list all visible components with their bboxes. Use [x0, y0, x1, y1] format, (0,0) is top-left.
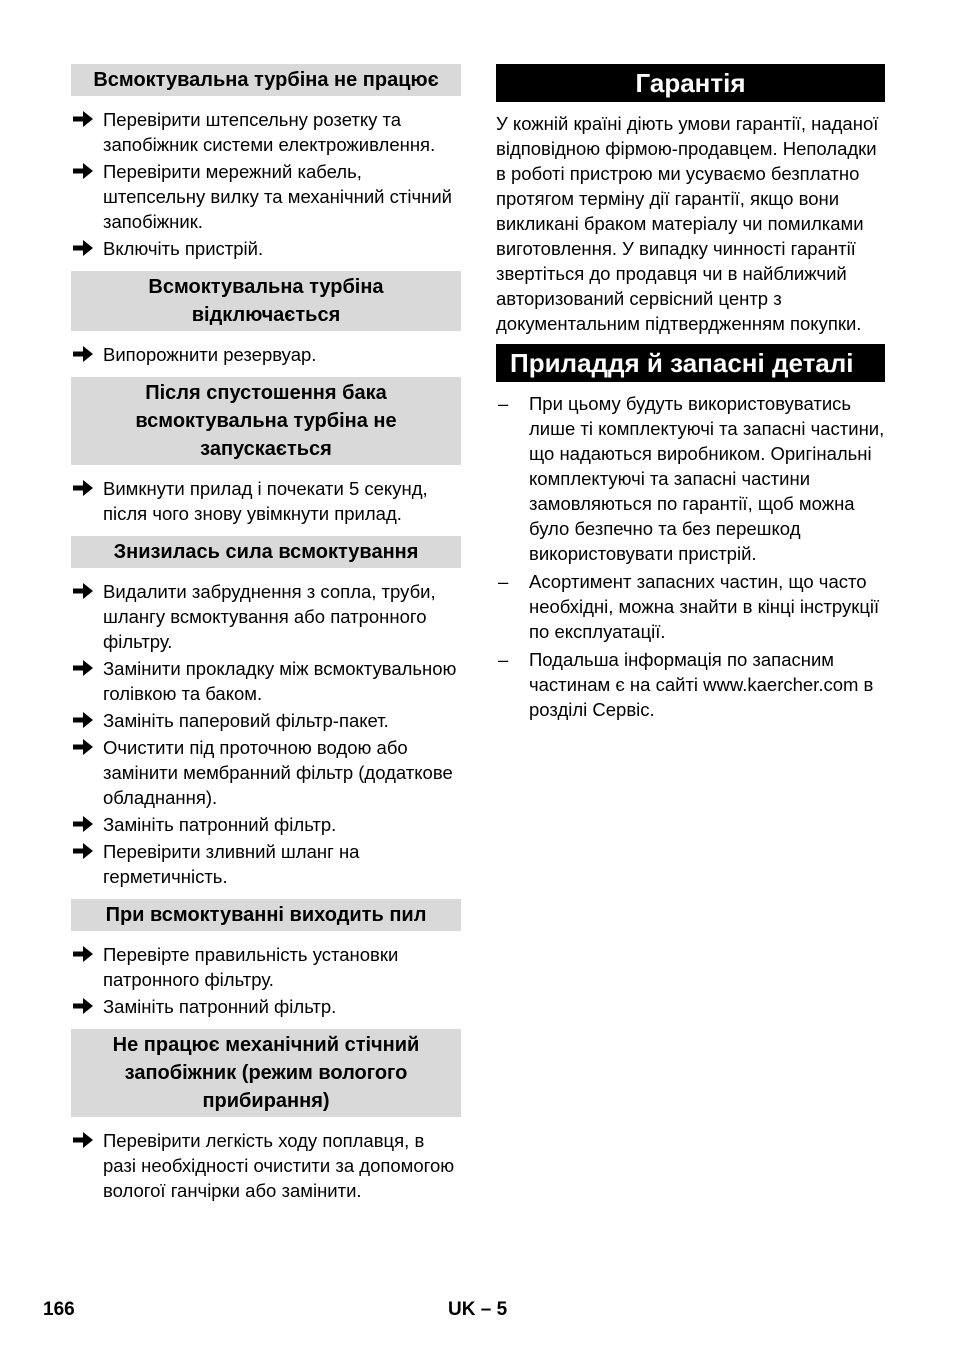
warranty-text: У кожній країні діють умови гарантії, наданої відповідною фірмою-продавцем. Неполадки в роботі пристрою ми усуваємо безплатно протягом терміну дії гарантії, якщо вони викликані браком матеріалу чи помилками виготовлення. У випадку чинності гарантії звертіться до продавця чи в найближчий авторизований сервісний центр з документальним підтвердженням покупки.	[496, 113, 879, 334]
step-text: Замініть паперовий фільтр-пакет.	[103, 710, 389, 731]
step-text: Замінити прокладку між всмоктувальною голівкою та баком.	[103, 658, 457, 704]
section-turbine-not-starting	[71, 377, 461, 526]
arrow-right-icon	[73, 110, 93, 128]
step-item	[71, 1128, 461, 1203]
list-item	[496, 391, 885, 566]
step-text: Вимкнути прилад і почекати 5 секунд, після чого знову увімкнути прилад.	[103, 478, 428, 524]
step-item	[71, 107, 461, 157]
list-item	[496, 569, 885, 644]
section-heading: Після спустошення бака всмоктувальна турбіна не запускається	[71, 377, 461, 465]
dash-bullet: –	[498, 393, 509, 414]
step-item	[71, 839, 461, 889]
step-list	[71, 342, 461, 367]
list-item-text: При цьому будуть використовуватись лише ті комплектуючі та запасні частини, що надаються виробником. Оригінальні комплектуючі та запасні частини замовляються по гарантії, щоб можна було безпечно та без перешкод використовувати пристрій.	[529, 393, 885, 564]
step-item	[71, 656, 461, 706]
step-text: Включіть пристрій.	[103, 238, 264, 259]
section-heading: При всмоктуванні виходить пил	[71, 899, 461, 931]
dash-bullet: –	[498, 649, 509, 670]
arrow-right-icon	[73, 239, 93, 257]
accessories-heading: Приладдя й запасні деталі	[496, 344, 885, 382]
step-item	[71, 159, 461, 234]
arrow-right-icon	[73, 659, 93, 677]
step-item	[71, 476, 461, 526]
arrow-right-icon	[73, 582, 93, 600]
accessories-list	[496, 391, 885, 722]
section-suction-reduced	[71, 536, 461, 889]
arrow-right-icon	[73, 997, 93, 1015]
arrow-right-icon	[73, 842, 93, 860]
list-item-text: Асортимент запасних частин, що часто необхідні, можна знайти в кінці інструкції по експлуатації.	[529, 571, 880, 642]
section-float-not-working	[71, 1029, 461, 1203]
section-heading: Всмоктувальна турбіна не працює	[71, 64, 461, 96]
step-item	[71, 708, 461, 733]
step-text: Випорожнити резервуар.	[103, 344, 317, 365]
page-number: 166	[43, 1299, 75, 1320]
step-text: Перевірити зливний шланг на герметичність.	[103, 841, 360, 887]
step-text: Видалити забруднення з сопла, труби, шлангу всмоктування або патронного фільтру.	[103, 581, 436, 652]
warranty-heading: Гарантія	[496, 64, 885, 102]
arrow-right-icon	[73, 345, 93, 363]
step-text: Перевірити штепсельну розетку та запобіжник системи електроживлення.	[103, 109, 436, 155]
step-text: Замініть патронний фільтр.	[103, 814, 337, 835]
arrow-right-icon	[73, 711, 93, 729]
step-item	[71, 342, 461, 367]
troubleshooting-column	[71, 64, 461, 1213]
list-item-text: Подальша інформація по запасним частинам є на сайті www.kaercher.com в розділі Сервіс.	[529, 649, 874, 720]
step-item	[71, 579, 461, 654]
step-text: Перевірте правильність установки патронного фільтру.	[103, 944, 399, 990]
step-text: Очистити під проточною водою або замінити мембранний фільтр (додаткове обладнання).	[103, 737, 453, 808]
section-heading: Не працює механічний стічний запобіжник (режим вологого прибирання)	[71, 1029, 461, 1117]
step-list	[71, 942, 461, 1019]
section-dust-emission	[71, 899, 461, 1019]
info-column	[496, 64, 885, 725]
step-item	[71, 236, 461, 261]
step-item	[71, 994, 461, 1019]
step-list	[71, 579, 461, 889]
arrow-right-icon	[73, 945, 93, 963]
step-text: Перевірити легкість ходу поплавця, в разі необхідності очистити за допомогою вологої ганчірки або замінити.	[103, 1130, 455, 1201]
step-text: Перевірити мережний кабель, штепсельну вилку та механічний стічний запобіжник.	[103, 161, 452, 232]
step-text: Замініть патронний фільтр.	[103, 996, 337, 1017]
page-label: UK – 5	[448, 1299, 508, 1320]
step-item	[71, 735, 461, 810]
arrow-right-icon	[73, 1131, 93, 1149]
step-item	[71, 942, 461, 992]
arrow-right-icon	[73, 162, 93, 180]
arrow-right-icon	[73, 479, 93, 497]
step-list	[71, 107, 461, 261]
dash-bullet: –	[498, 571, 509, 592]
step-list	[71, 1128, 461, 1203]
list-item	[496, 647, 885, 722]
step-item	[71, 812, 461, 837]
arrow-right-icon	[73, 815, 93, 833]
section-heading: Всмоктувальна турбіна відключається	[71, 271, 461, 331]
arrow-right-icon	[73, 738, 93, 756]
section-turbine-switches-off	[71, 271, 461, 367]
step-list	[71, 476, 461, 526]
section-heading: Знизилась сила всмоктування	[71, 536, 461, 568]
section-turbine-not-working	[71, 64, 461, 261]
